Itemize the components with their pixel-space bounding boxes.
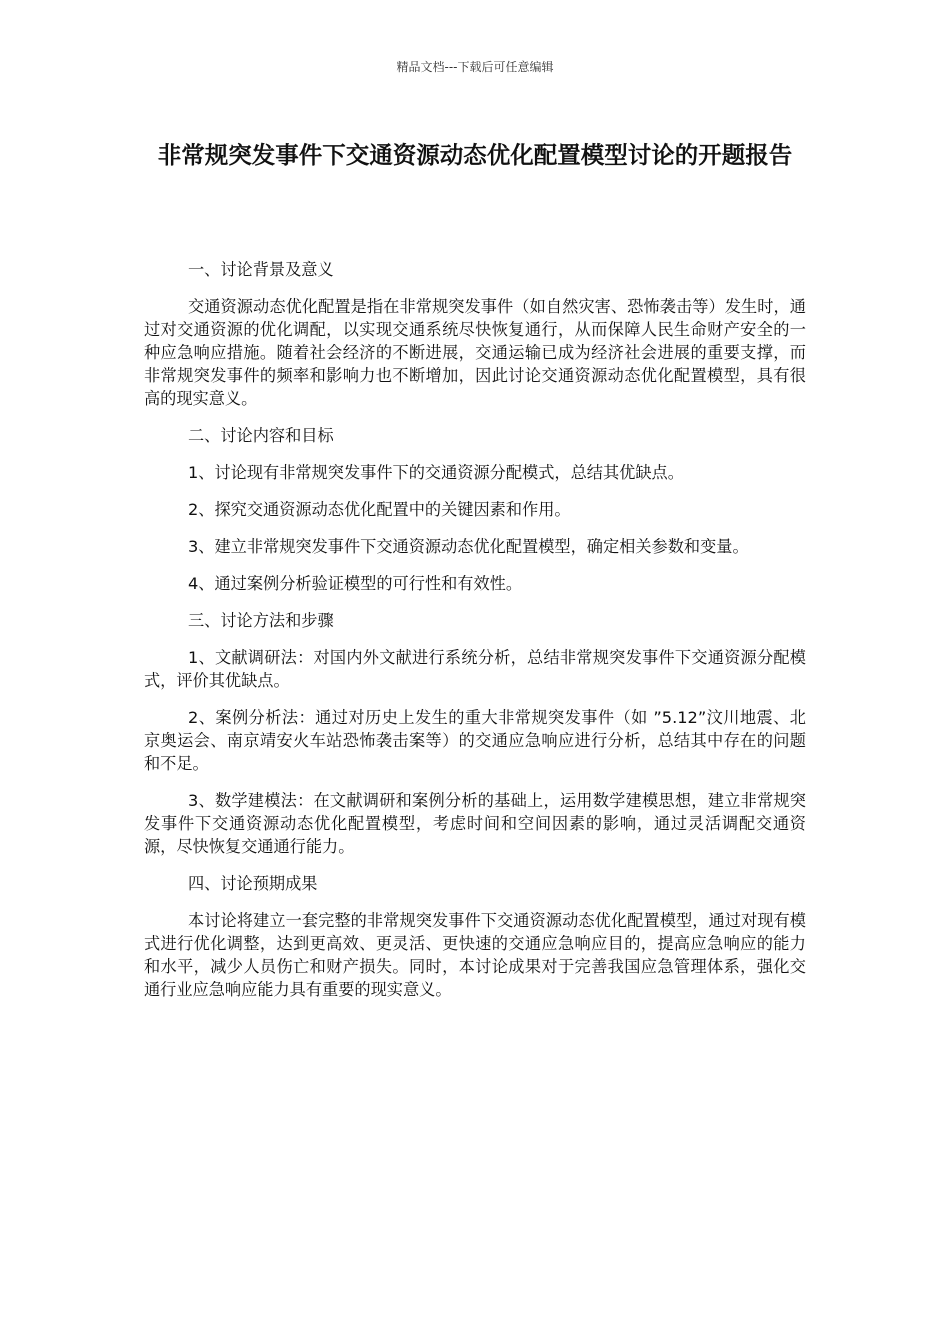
- section-2-item-2: 2、探究交通资源动态优化配置中的关键因素和作用。: [188, 500, 571, 519]
- section-heading-3: 三、讨论方法和步骤: [188, 611, 334, 630]
- section-2-item-3: 3、建立非常规突发事件下交通资源动态优化配置模型，确定相关参数和变量。: [188, 537, 749, 556]
- section-1-paragraph: 交通资源动态优化配置是指在非常规突发事件（如自然灾害、恐怖袭击等）发生时，通过对交通资源的优化调配，以实现交通系统尽快恢复通行，从而保障人民生命财产安全的一种应急响应措施。随着社会经济的不断进展，交通运输已成为经济社会进展的重要支撑，而非常规突发事件的频率和影响力也不断增加，因此讨论交通资源动态优化配置模型，具有很高的现实意义。: [144, 297, 806, 408]
- section-2-item-4: 4、通过案例分析验证模型的可行性和有效性。: [188, 574, 523, 593]
- section-3-item-1: 1、文献调研法：对国内外文献进行系统分析，总结非常规突发事件下交通资源分配模式，评价其优缺点。: [144, 648, 806, 690]
- header-note: 精品文档---下载后可任意编辑: [396, 60, 554, 74]
- section-4-paragraph: 本讨论将建立一套完整的非常规突发事件下交通资源动态优化配置模型，通过对现有模式进行优化调整，达到更高效、更灵活、更快速的交通应急响应目的，提高应急响应的能力和水平，减少人员伤亡和财产损失。同时，本讨论成果对于完善我国应急管理体系，强化交通行业应急响应能力具有重要的现实意义。: [144, 911, 806, 999]
- section-heading-2: 二、讨论内容和目标: [188, 426, 334, 445]
- page-title: 非常规突发事件下交通资源动态优化配置模型讨论的开题报告: [157, 141, 793, 169]
- section-2-item-1: 1、讨论现有非常规突发事件下的交通资源分配模式，总结其优缺点。: [188, 463, 684, 482]
- section-3-item-2: 2、案例分析法：通过对历史上发生的重大非常规突发事件（如 ”5.12”汶川地震、北京奥运会、南京靖安火车站恐怖袭击案等）的交通应急响应进行分析，总结其中存在的问题和不足。: [144, 708, 806, 773]
- section-heading-1: 一、讨论背景及意义: [188, 260, 334, 279]
- section-3-item-3: 3、数学建模法：在文献调研和案例分析的基础上，运用数学建模思想，建立非常规突发事件下交通资源动态优化配置模型，考虑时间和空间因素的影响，通过灵活调配交通资源，尽快恢复交通通行能力。: [144, 791, 806, 856]
- document-body: [144, 258, 806, 1015]
- section-heading-4: 四、讨论预期成果: [188, 874, 318, 893]
